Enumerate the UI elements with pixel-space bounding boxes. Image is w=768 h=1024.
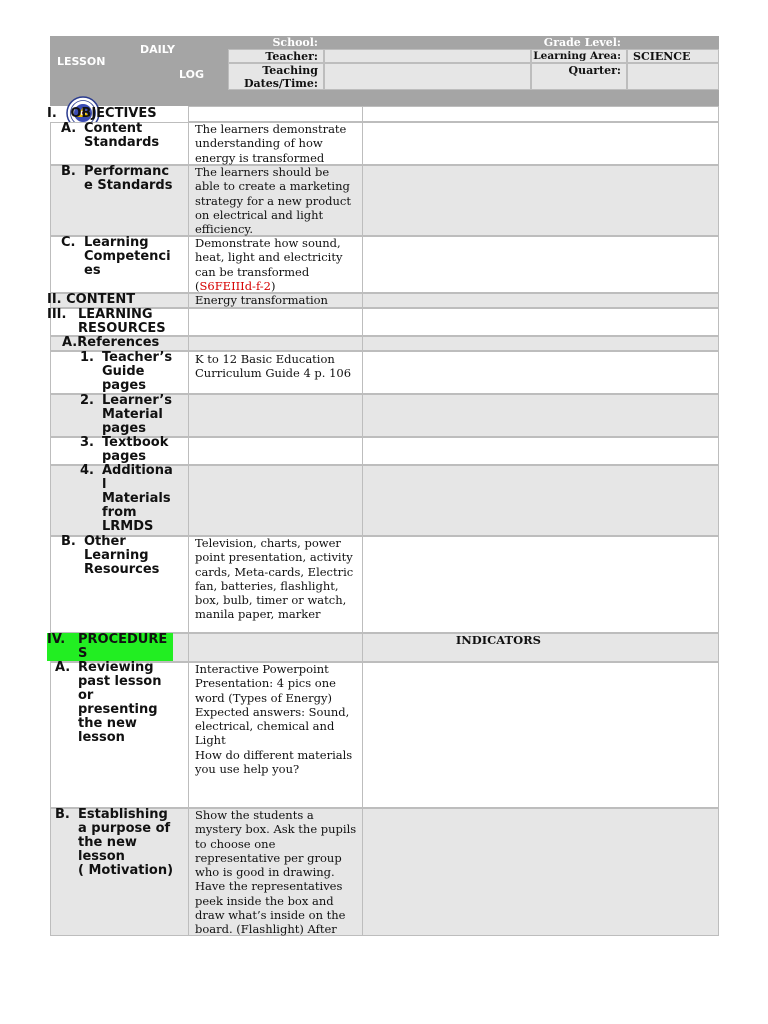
teachers-guide-value: K to 12 Basic Education Curriculum Guide 4 p. 106 xyxy=(195,352,352,381)
col-divider xyxy=(362,165,363,236)
establishing-label: Establishing a purpose of the new lesson ( Motivation) xyxy=(78,807,174,878)
performance-standards-value: The learners should be able to create a marketing strategy for a new product on electrical and light efficiency. xyxy=(195,165,351,237)
col-divider xyxy=(188,465,189,536)
col-divider xyxy=(188,394,189,437)
col-divider xyxy=(362,308,363,336)
learning-competencies-text: Demonstrate how sound, heat, light and electricity can be transformed xyxy=(195,236,343,279)
indicators-heading: INDICATORS xyxy=(455,633,541,647)
header-quarter-field[interactable] xyxy=(627,63,719,90)
learners-material-marker: 2. xyxy=(80,393,94,408)
row-content xyxy=(50,293,719,308)
learning-resources-marker: III. xyxy=(47,307,67,322)
procedures-label: PROCEDURE S xyxy=(78,632,168,661)
col-divider xyxy=(362,465,363,536)
competency-code: S6FEIIId-f-2 xyxy=(199,278,271,293)
teachers-guide-label: Teacher’s Guide pages xyxy=(102,350,173,393)
col-divider xyxy=(188,236,189,293)
learning-competencies-marker: C. xyxy=(61,235,76,250)
header-title-daily: DAILY xyxy=(140,43,175,56)
header-teaching-dates-label: Teaching Dates/Time: xyxy=(243,64,318,90)
header-divider-bar xyxy=(50,90,719,106)
col-divider xyxy=(362,236,363,293)
col-divider xyxy=(188,808,189,936)
row-objectives-col2 xyxy=(188,106,363,122)
textbook-label: Textbook pages xyxy=(102,435,169,464)
col-divider xyxy=(188,122,189,165)
content-standards-value: The learners demonstrate understanding of how energy is transformed xyxy=(195,122,347,165)
procedures-marker: IV. xyxy=(47,632,66,647)
col-divider xyxy=(362,351,363,394)
col-divider xyxy=(188,293,189,308)
additional-materials-label: Additiona l Materials from LRMDS xyxy=(102,463,173,534)
textbook-marker: 3. xyxy=(80,435,94,450)
col-divider xyxy=(188,308,189,336)
header-learning-area-value: SCIENCE xyxy=(633,50,691,63)
content-standards-marker: A. xyxy=(61,121,77,136)
col-divider xyxy=(188,633,189,662)
header-learning-area-label: Learning Area: xyxy=(533,50,621,62)
performance-standards-marker: B. xyxy=(61,164,76,179)
header-school-field[interactable] xyxy=(324,36,531,49)
col-divider xyxy=(188,437,189,465)
references-heading: A.References xyxy=(62,335,160,350)
establishing-value: Show the students a mystery box. Ask the pupils to choose one representative per group who is good in drawing. Have the representatives peek inside the box and draw what’s inside on the board. (Flashlight) After xyxy=(195,808,357,937)
objectives-heading: I. OBJECTIVES xyxy=(47,106,157,121)
col-divider xyxy=(188,336,189,351)
col-divider xyxy=(362,394,363,437)
header-grade-level-label: Grade Level: xyxy=(543,36,621,49)
content-heading: II. CONTENT xyxy=(47,292,136,307)
additional-materials-marker: 4. xyxy=(80,463,94,478)
col-divider xyxy=(188,165,189,236)
col-divider xyxy=(362,437,363,465)
other-resources-value: Television, charts, power point presentation, activity cards, Meta-cards, Electric fan, batteries, flashlight, box, bulb, timer or watch, manila paper, marker xyxy=(195,536,354,622)
reviewing-label: Reviewing past lesson or presenting the new lesson xyxy=(78,660,162,745)
content-standards-label: Content Standards xyxy=(84,121,160,150)
col-divider xyxy=(362,336,363,351)
content-value: Energy transformation xyxy=(195,293,328,307)
row-objectives-col3 xyxy=(362,106,719,122)
reviewing-marker: A. xyxy=(55,660,71,675)
learning-resources-label: LEARNING RESOURCES xyxy=(78,307,166,336)
learners-material-label: Learner’s Material pages xyxy=(102,393,172,436)
header-teacher-label: Teacher: xyxy=(265,50,318,63)
reviewing-value: Interactive Powerpoint Presentation: 4 pics one word (Types of Energy) Expected answers: Sound, electrical, chemical and Light How do different materials you use help you? xyxy=(195,662,353,777)
header-title-lesson: LESSON xyxy=(57,55,106,68)
header-quarter-label: Quarter: xyxy=(568,64,621,77)
header-teacher-field[interactable] xyxy=(324,49,531,63)
learning-competencies-value: Demonstrate how sound, heat, light and electricity can be transformed (S6FEIIId-f-2) xyxy=(195,236,343,293)
header-title-log: LOG xyxy=(179,68,204,81)
other-resources-marker: B. xyxy=(61,534,76,549)
col-divider xyxy=(362,662,363,808)
col-divider xyxy=(362,808,363,936)
establishing-marker: B. xyxy=(55,807,70,822)
col-divider xyxy=(188,662,189,808)
header-school-label: School: xyxy=(272,36,318,49)
header-grade-level-field[interactable] xyxy=(627,36,719,49)
performance-standards-label: Performanc e Standards xyxy=(84,164,173,193)
col-divider xyxy=(362,293,363,308)
header-dates-field[interactable] xyxy=(324,63,531,90)
col-divider xyxy=(362,122,363,165)
col-divider xyxy=(362,536,363,633)
other-resources-label: Other Learning Resources xyxy=(84,534,160,577)
col-divider xyxy=(188,351,189,394)
learning-competencies-label: Learning Competenci es xyxy=(84,235,171,278)
col-divider xyxy=(188,536,189,633)
teachers-guide-marker: 1. xyxy=(80,350,94,365)
